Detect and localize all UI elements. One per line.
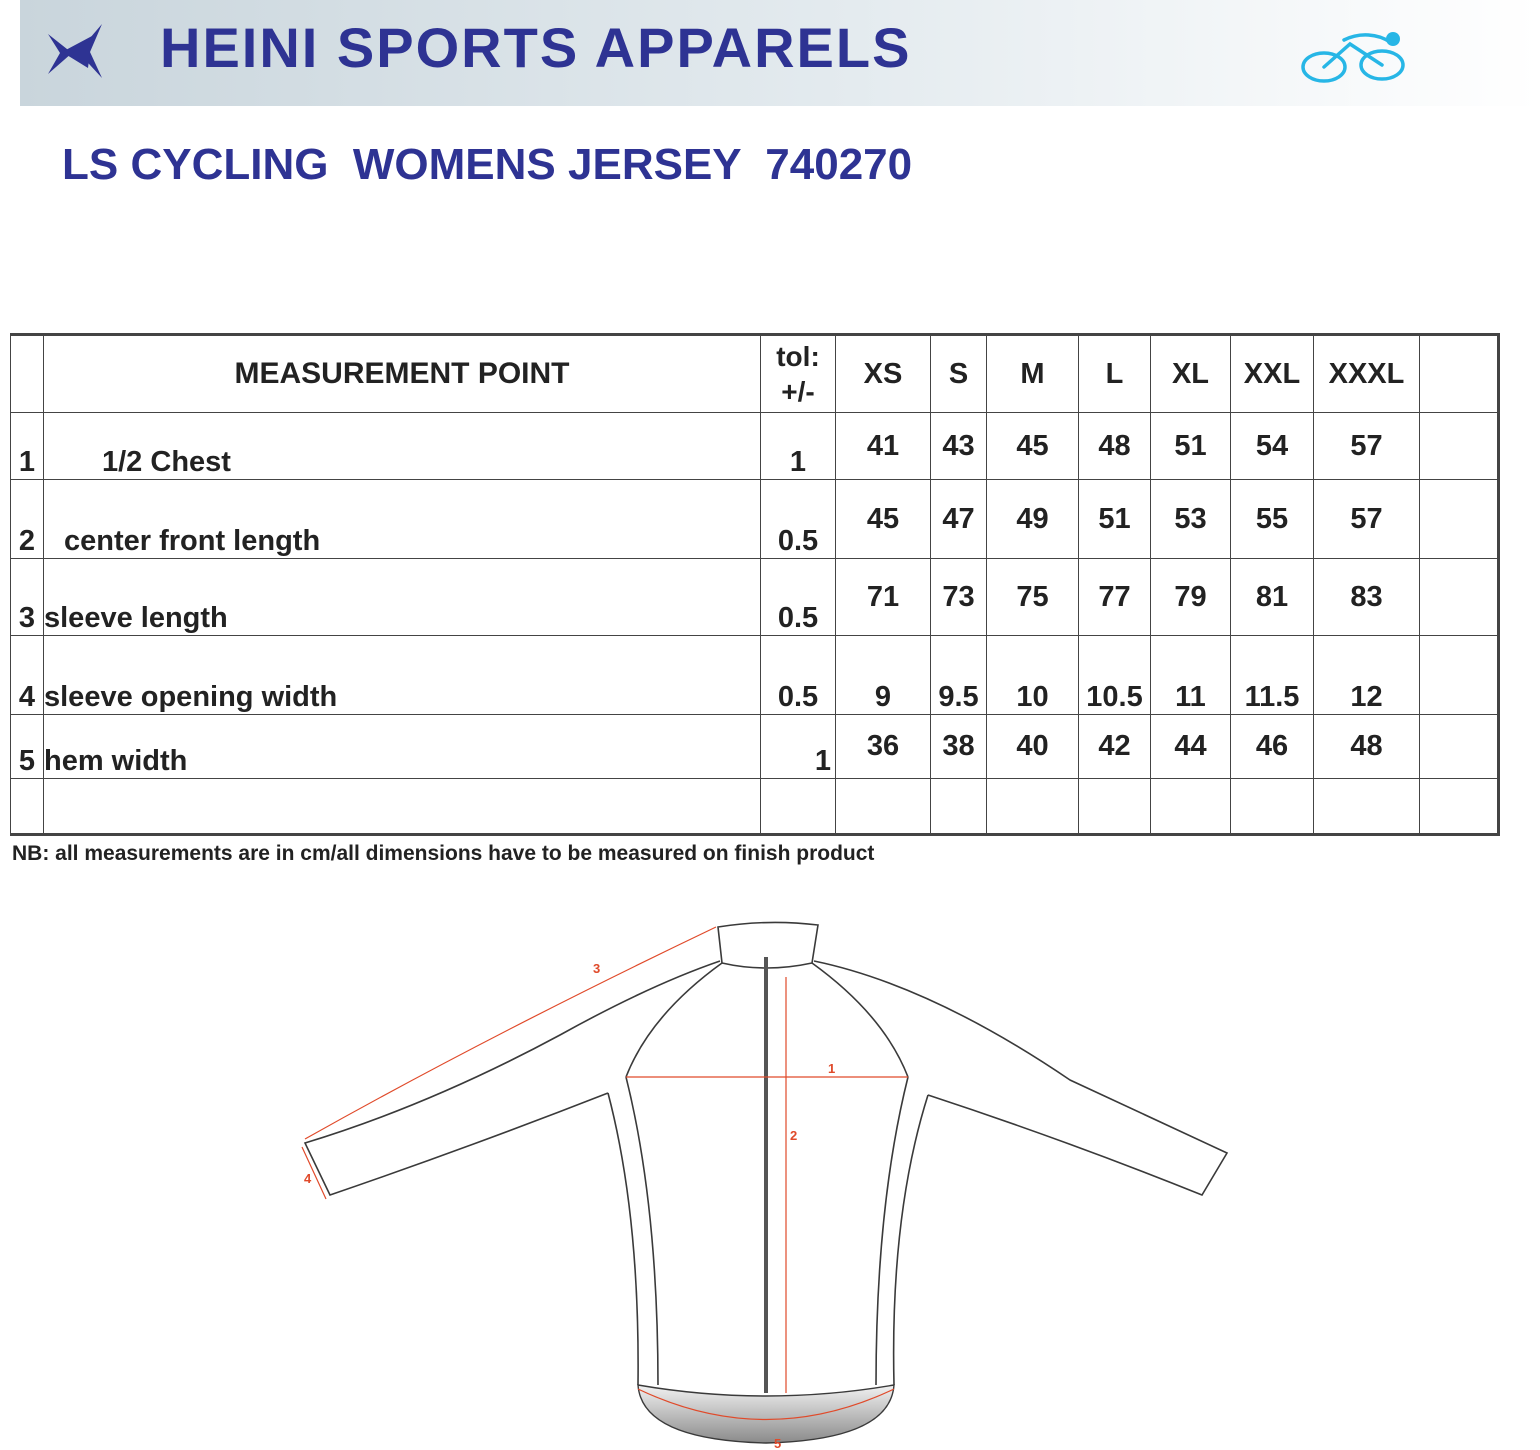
brand-name: HEINI SPORTS APPARELS <box>160 16 912 79</box>
value-l: 10.5 <box>1079 636 1151 715</box>
row-label: center front length <box>44 480 761 559</box>
header-measurement-point: MEASUREMENT POINT <box>44 335 761 413</box>
value-m: 40 <box>987 715 1079 779</box>
empty-cell <box>1231 779 1314 835</box>
value-xxxl: 83 <box>1314 559 1420 636</box>
value-l: 42 <box>1079 715 1151 779</box>
right-sleeve <box>814 961 1227 1195</box>
label-chest: 1 <box>828 1061 836 1076</box>
value-m: 75 <box>987 559 1079 636</box>
row-index: 5 <box>11 715 44 779</box>
row-empty-cell <box>1420 559 1499 636</box>
header-index-cell <box>11 335 44 413</box>
row-index: 2 <box>11 480 44 559</box>
right-panel <box>876 1077 908 1385</box>
header-empty-cell <box>1420 335 1499 413</box>
header-size-s: S <box>931 335 987 413</box>
row-label: sleeve opening width <box>44 636 761 715</box>
row-index: 1 <box>11 413 44 480</box>
document-title: LS CYCLING WOMENS JERSEY 740270 <box>62 140 913 189</box>
header-tolerance <box>761 335 836 413</box>
row-empty-cell <box>1420 715 1499 779</box>
row-label: 1/2 Chest <box>44 413 761 480</box>
empty-cell <box>44 779 761 835</box>
row-tolerance: 0.5 <box>761 636 836 715</box>
empty-cell <box>11 779 44 835</box>
left-panel <box>626 1077 658 1385</box>
value-xxxl: 48 <box>1314 715 1420 779</box>
value-s: 73 <box>931 559 987 636</box>
header-size-xl: XL <box>1151 335 1231 413</box>
value-l: 77 <box>1079 559 1151 636</box>
right-raglan <box>812 963 908 1077</box>
empty-cell <box>836 779 931 835</box>
value-m: 49 <box>987 480 1079 559</box>
value-xl: 79 <box>1151 559 1231 636</box>
header-size-xxl: XXL <box>1231 335 1314 413</box>
table-row <box>11 480 1499 559</box>
value-s: 47 <box>931 480 987 559</box>
jersey-diagram <box>290 915 1250 1450</box>
label-sleeve-length: 3 <box>593 961 601 976</box>
value-xs: 71 <box>836 559 931 636</box>
value-xl: 44 <box>1151 715 1231 779</box>
value-xxl: 46 <box>1231 715 1314 779</box>
value-xl: 11 <box>1151 636 1231 715</box>
empty-cell <box>1079 779 1151 835</box>
value-xl: 53 <box>1151 480 1231 559</box>
header-size-l: L <box>1079 335 1151 413</box>
row-empty-cell <box>1420 636 1499 715</box>
value-xxxl: 57 <box>1314 480 1420 559</box>
row-index: 3 <box>11 559 44 636</box>
row-empty-cell <box>1420 413 1499 480</box>
value-xxl: 11.5 <box>1231 636 1314 715</box>
left-raglan <box>626 963 722 1077</box>
value-xs: 41 <box>836 413 931 480</box>
row-index: 4 <box>11 636 44 715</box>
value-s: 43 <box>931 413 987 480</box>
table-row <box>11 559 1499 636</box>
label-hem: 5 <box>774 1436 782 1450</box>
empty-cell <box>1151 779 1231 835</box>
value-m: 45 <box>987 413 1079 480</box>
row-empty-cell <box>1420 480 1499 559</box>
measurement-table <box>10 333 1500 836</box>
body-left <box>608 1093 638 1385</box>
table-header-row <box>11 335 1499 413</box>
empty-cell <box>931 779 987 835</box>
zipper <box>764 957 768 1393</box>
label-sleeve-opening: 4 <box>304 1171 312 1186</box>
value-xxl: 81 <box>1231 559 1314 636</box>
row-tolerance: 1 <box>761 413 836 480</box>
value-xxl: 54 <box>1231 413 1314 480</box>
header-size-xxxl: XXXL <box>1314 335 1420 413</box>
value-s: 38 <box>931 715 987 779</box>
cyclist-icon <box>1300 30 1406 86</box>
value-xs: 9 <box>836 636 931 715</box>
header-tolerance-line2: +/- <box>781 376 815 407</box>
header-tolerance-line1: tol: <box>776 341 820 372</box>
left-sleeve <box>305 961 720 1195</box>
value-xxl: 55 <box>1231 480 1314 559</box>
table-row <box>11 715 1499 779</box>
measurement-note: NB: all measurements are in cm/all dimensions have to be measured on finish product <box>12 842 875 865</box>
empty-cell <box>761 779 836 835</box>
row-label: hem width <box>44 715 761 779</box>
value-m: 10 <box>987 636 1079 715</box>
value-s: 9.5 <box>931 636 987 715</box>
empty-cell <box>1314 779 1420 835</box>
header-size-xs: XS <box>836 335 931 413</box>
empty-cell <box>1420 779 1499 835</box>
table-empty-row <box>11 779 1499 835</box>
row-tolerance: 0.5 <box>761 480 836 559</box>
value-xxxl: 12 <box>1314 636 1420 715</box>
empty-cell <box>987 779 1079 835</box>
brand-logo-icon <box>48 22 102 80</box>
row-tolerance: 1 <box>761 715 836 779</box>
value-xl: 51 <box>1151 413 1231 480</box>
value-xs: 36 <box>836 715 931 779</box>
row-label: sleeve length <box>44 559 761 636</box>
value-xxxl: 57 <box>1314 413 1420 480</box>
body-right <box>894 1095 928 1385</box>
sleeve-length-line <box>305 927 716 1139</box>
value-xs: 45 <box>836 480 931 559</box>
label-front-length: 2 <box>790 1128 798 1143</box>
header-size-m: M <box>987 335 1079 413</box>
row-tolerance: 0.5 <box>761 559 836 636</box>
hem-band <box>638 1385 894 1443</box>
value-l: 48 <box>1079 413 1151 480</box>
table-row <box>11 636 1499 715</box>
table-row <box>11 413 1499 480</box>
value-l: 51 <box>1079 480 1151 559</box>
